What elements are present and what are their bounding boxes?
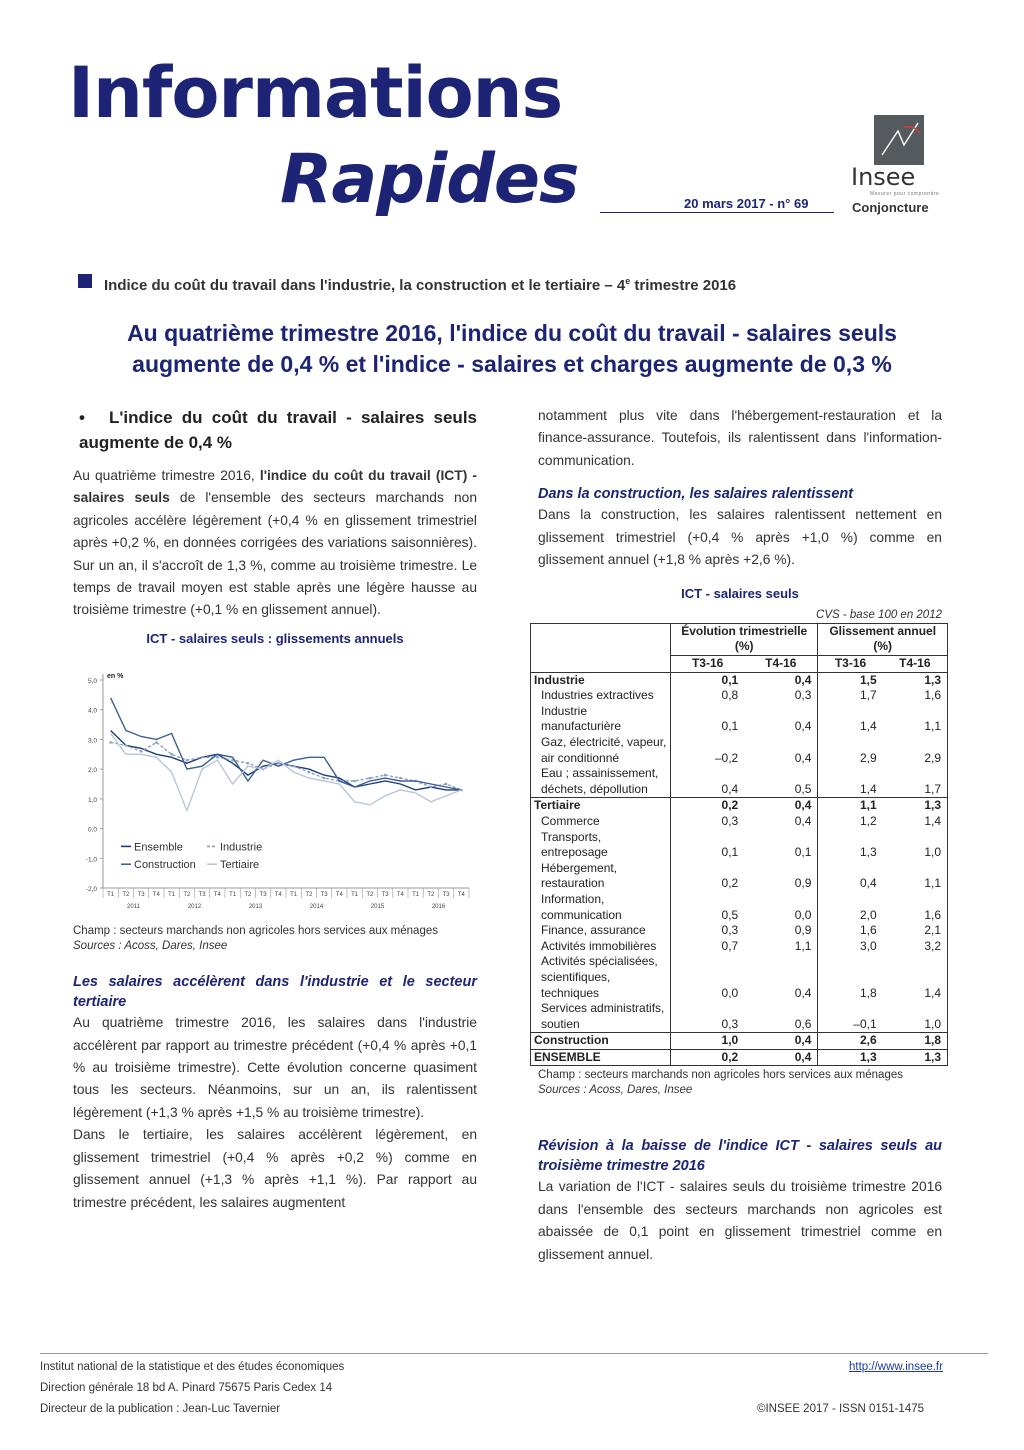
series-line-construction xyxy=(111,698,462,790)
legend-label: Construction xyxy=(134,859,196,872)
table-cell: –0,2 xyxy=(714,750,739,765)
table-row-label-line: Industrie manufacturière xyxy=(541,703,622,734)
table-row-label-line: Tertiaire xyxy=(534,798,581,813)
table-cell: 1,6 xyxy=(883,688,948,704)
table-cell: 0,7 xyxy=(721,938,739,953)
series-point xyxy=(125,744,128,747)
table-row xyxy=(531,735,948,766)
table-title: ICT - salaires seuls xyxy=(681,586,799,602)
table-cell: 1,3 xyxy=(818,1049,883,1066)
headline-line-1: Au quatrième trimestre 2016, l'indice du coût du travail - salaires seuls xyxy=(127,320,897,346)
table-cell: 0,0 xyxy=(744,892,818,923)
table-cell: 0,4 xyxy=(744,954,818,1001)
series-point xyxy=(308,771,311,774)
table-row-label xyxy=(531,1049,671,1066)
table-row-label-line: Hébergement, xyxy=(541,860,618,875)
subhead-industrie: Les salaires accélèrent dans l'industrie et le secteur tertiaire xyxy=(73,974,477,1011)
footer-copyright: ©INSEE 2017 - ISSN 0151-1475 xyxy=(757,1403,925,1415)
table-source xyxy=(538,1068,942,1098)
logo-mark-icon xyxy=(874,115,924,165)
series-point xyxy=(201,756,204,759)
table-row xyxy=(531,704,948,735)
year-label: 2011 xyxy=(127,904,140,911)
paragraph-4: Dans la construction, les salaires ralentissent nettement en glissement trimestriel (+0,4 % après +1,0 %) comme en glissement annuel (+1,8 % après +2,6 %). xyxy=(538,507,942,568)
table-cell: 0,4 xyxy=(744,735,818,766)
series-point xyxy=(384,774,387,777)
table-row-label xyxy=(531,1033,671,1050)
quarter-label: T1 xyxy=(229,892,237,899)
y-tick-label: 4,0 xyxy=(87,707,97,715)
table-row-label-line: soutien xyxy=(541,1016,580,1031)
right-column xyxy=(534,405,942,1266)
table-cell: 0,1 xyxy=(671,672,745,688)
table-cell: 0,9 xyxy=(744,923,818,939)
series-point xyxy=(369,777,372,780)
quarter-label: T2 xyxy=(427,892,435,899)
headline xyxy=(60,318,964,380)
table-cell: 0,1 xyxy=(721,719,739,734)
table-cell: 1,8 xyxy=(859,985,877,1000)
table-cell: 1,4 xyxy=(883,814,948,830)
quarter-label: T1 xyxy=(168,892,176,899)
legend-label: Industrie xyxy=(220,841,263,854)
masthead-title: Informations xyxy=(68,52,563,134)
headline-line-2: augmente de 0,4 % et l'indice - salaires et charges augmente de 0,3 % xyxy=(132,351,892,377)
table-cell: 0,2 xyxy=(671,1049,745,1066)
y-tick-label: 2,0 xyxy=(87,767,97,775)
issue-date: 20 mars 2017 - n° 69 xyxy=(684,196,809,211)
table-row xyxy=(531,939,948,955)
table-sources: Sources : Acoss, Dares, Insee xyxy=(538,1084,693,1097)
subhead-revision: Révision à la baisse de l'indice ICT - salaires seuls au troisième trimestre 2016 xyxy=(538,1138,942,1175)
series-point xyxy=(109,741,112,744)
table-cell: 1,0 xyxy=(883,830,948,861)
section-title-text: L'indice du coût du travail - salaires seuls augmente de 0,4 % xyxy=(79,408,477,452)
logo-series: Conjoncture xyxy=(852,200,929,215)
quarter-label: T4 xyxy=(457,892,465,899)
paragraph-3: Dans le tertiaire, les salaires accélèrent légèrement, en glissement trimestriel (+0,4 % après +0,2 %) comme en glissement annuel (+1,3 % après +1,1 %). Par rapport au trimestre précédent, les salaires augmentent xyxy=(73,1127,477,1210)
table-cell: 2,0 xyxy=(859,907,877,922)
year-label: 2015 xyxy=(370,904,385,911)
series-point xyxy=(399,777,402,780)
logo-tagline: Mesurer pour comprendre xyxy=(870,191,940,197)
table-group-1: Évolution trimestrielle (%) xyxy=(671,623,818,655)
quarter-label: T4 xyxy=(152,892,160,899)
series-point xyxy=(277,762,280,765)
quarter-label: T3 xyxy=(381,892,389,899)
year-label: 2012 xyxy=(187,904,202,911)
table-row-label xyxy=(531,861,671,892)
table-row-label-line: restauration xyxy=(541,876,605,891)
chart-sources: Sources : Acoss, Dares, Insee xyxy=(73,940,228,953)
paragraph-cont: notamment plus vite dans l'hébergement-restauration et la finance-assurance. Toutefois, ils ralentissent dans l'information-communication. xyxy=(538,408,942,468)
table-row-label-line: Finance, assurance xyxy=(541,923,646,938)
series-point xyxy=(292,765,295,768)
data-table xyxy=(530,623,948,1067)
quarter-label: T4 xyxy=(335,892,343,899)
table-cell: 1,7 xyxy=(883,766,948,798)
y-axis-unit: en % xyxy=(107,673,124,681)
table-row xyxy=(531,1001,948,1033)
y-tick-label: 1,0 xyxy=(87,797,97,805)
table-row-label-line: Construction xyxy=(534,1033,609,1048)
quarter-label: T2 xyxy=(183,892,191,899)
table-cell: 1,5 xyxy=(818,672,883,688)
y-tick-label: -2,0 xyxy=(85,886,97,894)
paragraph-2: Au quatrième trimestre 2016, les salaires dans l'industrie accélèrent par rapport au trimestre précédent (+0,4 % après +0,1 % au troisième trimestre). Cette évolution concerne quasiment tous les secteurs. Néanmoins, sur un an, ils ralentissent légèrement (+1,3 % après +1,5 % au troisième trimestre). xyxy=(73,1015,477,1120)
quarter-label: T4 xyxy=(396,892,404,899)
chart-title: ICT - salaires seuls : glissements annuels xyxy=(146,630,404,646)
table-cell: 0,3 xyxy=(721,813,739,828)
table-row-label xyxy=(531,923,671,939)
table-row-label xyxy=(531,830,671,861)
quarter-label: T4 xyxy=(213,892,221,899)
series-point xyxy=(186,759,189,762)
logo-name: Insee xyxy=(851,163,916,191)
table-note: CVS - base 100 en 2012 xyxy=(816,608,942,621)
series-point xyxy=(170,753,173,756)
table-row xyxy=(531,672,948,688)
table-row-label-line: scientifiques, xyxy=(541,969,611,984)
table-corner xyxy=(531,623,671,672)
series-point xyxy=(353,780,356,783)
table-cell: 3,0 xyxy=(859,938,877,953)
table-row-label-line: Information, xyxy=(541,891,605,906)
table-col-header: T4-16 xyxy=(744,656,818,673)
quarter-label: T2 xyxy=(305,892,313,899)
footer-url-link[interactable]: http://www.insee.fr xyxy=(849,1361,943,1373)
table-cell: 0,2 xyxy=(721,876,739,891)
series-point xyxy=(445,783,448,786)
y-tick-label: -1,0 xyxy=(85,856,97,864)
paragraph-1 xyxy=(73,465,477,622)
table-row-label xyxy=(531,939,671,955)
table-cell: 0,4 xyxy=(744,1049,818,1066)
quarter-label: T2 xyxy=(366,892,374,899)
series-point xyxy=(216,756,219,759)
subhead-construction: Dans la construction, les salaires ralentissent xyxy=(538,486,854,503)
table-cell: 1,8 xyxy=(883,1033,948,1050)
quarter-label: T3 xyxy=(320,892,328,899)
p1-a: Au quatrième trimestre 2016, xyxy=(73,468,260,483)
table-row-label xyxy=(531,1001,671,1033)
table-row xyxy=(531,798,948,814)
table-cell: 1,6 xyxy=(883,892,948,923)
table-cell: 1,0 xyxy=(671,1033,745,1050)
table-row-label-line: Activités spécialisées, xyxy=(541,954,658,969)
quarter-label: T2 xyxy=(122,892,130,899)
footer-director: Directeur de la publication : Jean-Luc Tavernier xyxy=(40,1403,281,1415)
year-label: 2016 xyxy=(431,904,446,911)
table-cell: 1,4 xyxy=(859,781,877,796)
footer-institute: Institut national de la statistique et des études économiques xyxy=(40,1361,345,1373)
table-cell: 2,9 xyxy=(883,735,948,766)
table-row xyxy=(531,1049,948,1066)
table-row xyxy=(531,814,948,830)
table-row-label-line: Transports, entreposage xyxy=(541,829,608,860)
table-row xyxy=(531,954,948,1001)
y-tick-label: 0,0 xyxy=(87,826,97,834)
line-chart xyxy=(73,652,477,918)
table-cell: 0,1 xyxy=(721,845,739,860)
table-cell: 0,9 xyxy=(744,861,818,892)
table-cell: 0,3 xyxy=(721,923,739,938)
table-cell: 0,4 xyxy=(744,704,818,735)
table-row-label-line: Eau ; assainissement, xyxy=(541,766,659,781)
table-cell: 1,1 xyxy=(883,861,948,892)
table-cell: 1,7 xyxy=(859,688,877,703)
table-cell: 1,4 xyxy=(859,719,877,734)
table-row-label-line: Gaz, électricité, vapeur, xyxy=(541,735,667,749)
table-cell: –0,1 xyxy=(853,1016,877,1031)
table-row xyxy=(531,688,948,704)
topic-tail: trimestre 2016 xyxy=(630,277,737,294)
legend-label: Ensemble xyxy=(134,841,183,854)
table-col-header: T4-16 xyxy=(883,656,948,673)
quarter-label: T2 xyxy=(244,892,252,899)
table-cell: 1,1 xyxy=(883,704,948,735)
table-cell: 1,4 xyxy=(883,954,948,1001)
table-row-label xyxy=(531,766,671,798)
table-row xyxy=(531,861,948,892)
table-col-header: T3-16 xyxy=(671,656,745,673)
quarter-label: T1 xyxy=(107,892,115,899)
table-row-label-line: Services administratifs, xyxy=(541,1001,665,1016)
table-row-label xyxy=(531,735,671,766)
table-col-header: T3-16 xyxy=(818,656,883,673)
table-row-label-line: déchets, dépollution xyxy=(541,781,648,796)
p1-c: de l'ensemble des secteurs marchands non agricoles accélère légèrement (+0,4 % en glissement trimestriel après +0,2 %, en données corrigées des variations saisonnières). Sur un an, il s'accroît de 1,3 %, comme au troisième trimestre. Le temps de travail moyen est stable après une légère hausse au troisième trimestre (+0,1 % en glissement annuel). xyxy=(73,490,477,618)
table-cell: 1,3 xyxy=(859,845,877,860)
p1-b: l'indice du coût du travail (ICT) - salaires seuls xyxy=(73,468,477,506)
quarter-label: T1 xyxy=(351,892,359,899)
table-cell: 0,2 xyxy=(671,798,745,814)
table-group-2: Glissement annuel (%) xyxy=(818,623,948,655)
table-cell: 1,0 xyxy=(883,1001,948,1033)
left-column xyxy=(73,405,477,1214)
series-point xyxy=(323,777,326,780)
table-cell: 1,3 xyxy=(883,672,948,688)
table-cell: 0,4 xyxy=(859,876,877,891)
topic-square-icon xyxy=(78,274,92,288)
masthead-rule xyxy=(600,212,834,213)
table-cell: 3,2 xyxy=(883,939,948,955)
table-cell: 0,6 xyxy=(744,1001,818,1033)
topic-line xyxy=(104,276,736,294)
topic-text: Indice du coût du travail dans l'industrie, la construction et le tertiaire – 4 xyxy=(104,277,626,294)
series-point xyxy=(247,762,250,765)
year-label: 2014 xyxy=(309,904,324,911)
series-point xyxy=(430,786,433,789)
bullet-icon: • xyxy=(79,408,85,427)
table-cell: 0,4 xyxy=(744,672,818,688)
table-row-label-line: techniques xyxy=(541,985,600,1000)
table-row-label-line: ENSEMBLE xyxy=(534,1049,601,1064)
table-row-label xyxy=(531,704,671,735)
table-cell: 0,4 xyxy=(744,798,818,814)
quarter-label: T3 xyxy=(259,892,267,899)
quarter-label: T3 xyxy=(198,892,206,899)
insee-logo-icon xyxy=(874,115,924,165)
table-row-label xyxy=(531,672,671,688)
table-row xyxy=(531,1033,948,1050)
table-cell: 2,1 xyxy=(883,923,948,939)
table-champ: Champ : secteurs marchands non agricoles hors services aux ménages xyxy=(538,1069,903,1082)
chart-champ: Champ : secteurs marchands non agricoles hors services aux ménages xyxy=(73,925,438,938)
quarter-label: T1 xyxy=(290,892,298,899)
table-cell: 0,3 xyxy=(744,688,818,704)
quarter-label: T3 xyxy=(137,892,145,899)
quarter-label: T3 xyxy=(442,892,450,899)
table-row-label-line: Industrie xyxy=(534,672,585,687)
table-cell: 1,3 xyxy=(883,798,948,814)
series-point xyxy=(140,750,143,753)
table-row-label-line: air conditionné xyxy=(541,750,620,765)
table-cell: 0,3 xyxy=(721,1016,739,1031)
table-row-label-line: Industries extractives xyxy=(541,688,654,703)
paragraph-5: La variation de l'ICT - salaires seuls du troisième trimestre 2016 dans l'ensemble des secteurs marchands non agricoles est abaissée de 0,1 point en glissement trimestriel comme en glissement annuel. xyxy=(538,1179,942,1262)
footer-rule xyxy=(40,1353,988,1354)
year-label: 2013 xyxy=(248,904,263,911)
legend-label: Tertiaire xyxy=(220,859,260,872)
table-row-label-line: communication xyxy=(541,907,622,922)
table-cell: 0,0 xyxy=(721,985,739,1000)
masthead-subtitle: Rapides xyxy=(280,140,579,219)
table-cell: 1,6 xyxy=(859,923,877,938)
series-line-tertiaire xyxy=(111,734,462,811)
table-cell: 1,1 xyxy=(818,798,883,814)
table-cell: 0,8 xyxy=(721,688,739,703)
table-cell: 0,4 xyxy=(744,1033,818,1050)
table-cell: 1,2 xyxy=(859,813,877,828)
table-row-label xyxy=(531,814,671,830)
section-title xyxy=(73,405,477,455)
table-row xyxy=(531,830,948,861)
y-tick-label: 3,0 xyxy=(87,737,97,745)
table-cell: 0,5 xyxy=(744,766,818,798)
table-cell: 2,6 xyxy=(818,1033,883,1050)
y-tick-label: 5,0 xyxy=(87,678,97,686)
topic-sup: e xyxy=(625,276,631,286)
table-row-label xyxy=(531,892,671,923)
table-cell: 0,4 xyxy=(744,814,818,830)
table-row-label xyxy=(531,954,671,1001)
quarter-label: T1 xyxy=(412,892,420,899)
table-row-label-line: Activités immobilières xyxy=(541,938,657,953)
table-cell: 1,3 xyxy=(883,1049,948,1066)
table-row-label xyxy=(531,798,671,814)
footer-address: Direction générale 18 bd A. Pinard 75675 Paris Cedex 14 xyxy=(40,1382,333,1394)
table-row xyxy=(531,892,948,923)
table-cell: 0,1 xyxy=(744,830,818,861)
table-row-label xyxy=(531,688,671,704)
table-cell: 1,1 xyxy=(744,939,818,955)
quarter-label: T4 xyxy=(274,892,282,899)
table-row xyxy=(531,766,948,798)
chart-source xyxy=(73,924,477,954)
table-row xyxy=(531,923,948,939)
table-cell: 0,4 xyxy=(721,781,739,796)
table-cell: 0,5 xyxy=(721,907,739,922)
table-row-label-line: Commerce xyxy=(541,813,600,828)
table-cell: 2,9 xyxy=(859,750,877,765)
series-point xyxy=(155,741,158,744)
